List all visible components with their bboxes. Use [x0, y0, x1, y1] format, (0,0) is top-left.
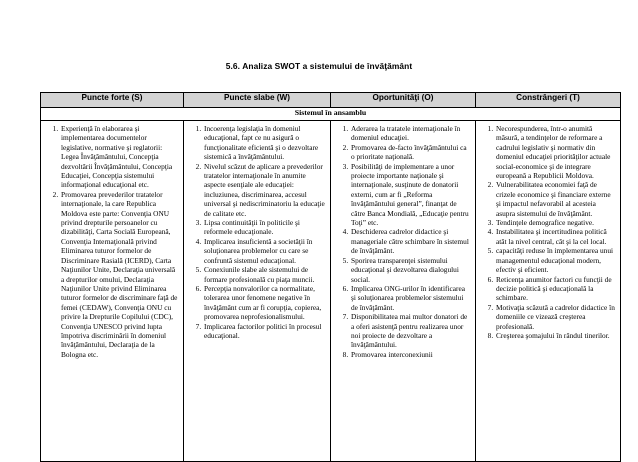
- list-item: 6. Percepţia nonvalorilor ca normalitate, tolerarea unor fenomene negative în învăţământ cum ar fi corupţia, copierea, promovarea neprofesionalismului.: [203, 284, 326, 322]
- list-item: 7. Motivaţia scăzută a cadrelor didactice în domeniile ce vizează creşterea profesională.: [495, 303, 616, 331]
- header-threats: Constrângeri (T): [476, 93, 621, 108]
- list-item: 4. Implicarea insuficientă a societăţii în soluţionarea problemelor cu care se confruntă sistemul educaţional.: [203, 237, 326, 265]
- opportunities-cell: [331, 121, 476, 462]
- page-title: 5.6. Analiza SWOT a sistemului de învăţământ: [225, 61, 413, 71]
- list-item: 6. Implicarea ONG-urilor în identificarea şi soluţionarea problemelor sistemului de învăţământ.: [350, 284, 471, 312]
- list-item: 2. Nivelul scăzut de aplicare a prevederilor tratatelor internaţionale în anumite aspecte esenţiale ale educaţiei: incluziunea, discriminarea, accesul universal şi nediscriminatoriu la educaţie de calitate etc.: [203, 162, 326, 218]
- threats-cell: [476, 121, 621, 462]
- weaknesses-list: [184, 121, 330, 340]
- list-item: 2. Promovarea prevederilor tratatelor internaţionale, la care Republica Moldova este parte: Convenţia ONU privind drepturile persoanelor cu dizabilităţi, Carta Socială Europeană, Convenţia Internaţională privind Eliminarea tuturor formelor de Discriminare Rasială (ICERD), Carta Naţiunilor Unite, Declaraţia universală a drepturilor omului, Declaraţia Naţiunilor Unite privind Eliminarea tuturor formelor de discriminare faţă de femei (CEDAW), Convenţia ONU cu privire la Drepturile Copilului (CDC), Convenţia UNESCO privind lupta împotriva discriminării în domeniul învăţământului, Declaraţia de la Bologna etc.: [60, 190, 179, 359]
- list-item: 4. Instabilitatea şi incertitudinea politică atât la nivel central, cât şi la cel local.: [495, 227, 616, 246]
- list-item: 7. Implicarea factorilor politici în procesul educaţional.: [203, 322, 326, 341]
- list-item: 4. Deschiderea cadrelor didactice şi manageriale către schimbare în sistemul de învăţământ.: [350, 227, 471, 255]
- list-item: 8. Creşterea şomajului în rândul tinerilor.: [495, 331, 616, 340]
- list-item: 3. Lipsa continuităţii în politicile şi reformele educaţionale.: [203, 218, 326, 237]
- list-item: 3. Posibilităţi de implementare a unor proiecte importante naţionale şi internaţionale, susţinute de donatorii externi, cum ar fi „Reforma învăţământului general”, finanţat de către Banca Mondială, „Educaţie pentru Toţi” etc.: [350, 162, 471, 228]
- swot-table: [40, 92, 621, 462]
- strengths-list: [41, 121, 183, 359]
- list-item: 1. Aderarea la tratatele internaţionale în domeniul educaţiei.: [350, 124, 471, 143]
- list-item: 2. Promovarea de-facto învăţământului ca o prioritate naţională.: [350, 143, 471, 162]
- list-item: 3. Tendinţele demografice negative.: [495, 218, 616, 227]
- list-item: 7. Disponibilitatea mai multor donatori de a oferi asistenţă pentru realizarea unor noi proiecte de dezvoltare a învăţământului.: [350, 312, 471, 350]
- list-item: 5. Conexiunile slabe ale sistemului de formare profesională cu piaţa muncii.: [203, 265, 326, 284]
- header-weaknesses: Puncte slabe (W): [184, 93, 331, 108]
- strengths-cell: [41, 121, 184, 462]
- list-item: 1. Necorespunderea, într-o anumită măsură, a tendinţelor de reformare a cadrului legislativ şi normativ din domeniul educaţiei priorităţilor actuale social-economice şi de integrare europeană a Republicii Moldova.: [495, 124, 616, 180]
- header-opportunities: Oportunităţi (O): [331, 93, 476, 108]
- list-item: 2. Vulnerabilitatea economiei faţă de crizele economice şi financiare externe şi impactul nefavorabil al acesteia asupra sistemului de învăţământ.: [495, 180, 616, 218]
- list-item: 5. Sporirea transparenţei sistemului educaţional şi dezvoltarea dialogului social.: [350, 256, 471, 284]
- list-item: 1. Incoerenţa legislaţia în domeniul educaţional, fapt ce nu asigură o funcţionalitate eficientă şi o dezvoltare sistemică a învăţământului.: [203, 124, 326, 162]
- weaknesses-cell: [184, 121, 331, 462]
- opportunities-list: [331, 121, 475, 359]
- header-strengths: Puncte forte (S): [41, 93, 184, 108]
- list-item: 6. Reticenţa anumitor factori cu funcţii de decizie politică şi educaţională la schimbare.: [495, 275, 616, 303]
- list-item: 8. Promovarea interconexiunii: [350, 350, 471, 359]
- list-item: 1. Experienţă în elaborarea şi implementarea documentelor legislative, normative şi reglatorii: Legea Învăţământului, Concepţia dezvoltării Învăţământului, Concepţia Educaţiei, Concepţia sistemului informaţional educaţional etc.: [60, 124, 179, 190]
- list-item: 5. capacităţi reduse în implementarea unui managementul educaţional modern, efectiv şi eficient.: [495, 246, 616, 274]
- section-title: Sistemul în ansamblu: [41, 108, 621, 121]
- threats-list: [476, 121, 620, 340]
